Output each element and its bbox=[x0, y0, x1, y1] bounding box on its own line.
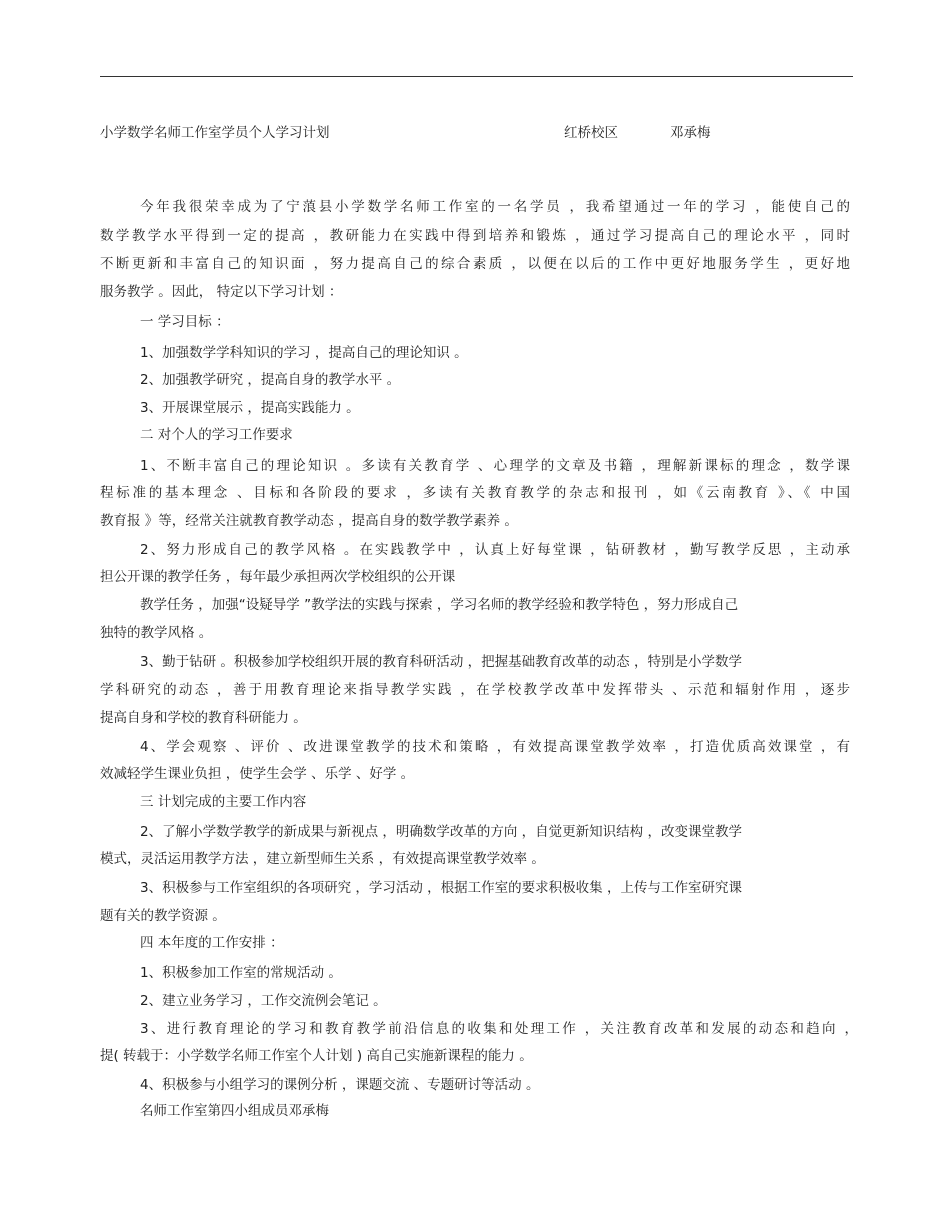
goal-item-2: 2、加强教学研究 ，提高自身的教学水平 。 bbox=[140, 372, 401, 388]
intro-line-4: 服务教学 。因此， 特定以下学习计划 ： bbox=[100, 284, 343, 300]
requirement-2-line-2: 担公开课的教学任务 ，每年最少承担两次学校组织的公开课 bbox=[100, 569, 456, 585]
requirement-1-line-2: 程标准的基本理念 、目标和各阶段的要求 ，多读有关教育教学的杂志和报刊 ，如《云南教育 》、《 中国 bbox=[100, 485, 850, 501]
section-2-heading: 二 对个人的学习工作要求 bbox=[140, 427, 293, 443]
top-rule bbox=[100, 76, 853, 77]
section-4-heading: 四 本年度的工作安排 ： bbox=[140, 935, 284, 951]
signature: 名师工作室第四小组成员邓承梅 bbox=[140, 1103, 329, 1119]
requirement-2-cont-line-1: 教学任务 ，加强“设疑导学 ”教学法的实践与探索 ，学习名师的教学经验和教学特色 ，努力形成自己 bbox=[140, 597, 739, 613]
goal-item-1: 1、加强数学学科知识的学习 ，提高自己的理论知识 。 bbox=[140, 345, 468, 361]
author-name: 邓承梅 bbox=[670, 125, 711, 141]
requirement-2-cont-line-2: 独特的教学风格 。 bbox=[100, 625, 213, 641]
schedule-item-2: 2、建立业务学习 ，工作交流例会笔记 。 bbox=[140, 993, 387, 1009]
campus-name: 红桥校区 bbox=[564, 125, 618, 141]
intro-line-2: 数学教学水平得到一定的提高 ，教研能力在实践中得到培养和锻炼 ，通过学习提高自己的理论水平 ，同时 bbox=[100, 228, 850, 244]
requirement-4-line-2: 效减轻学生课业负担 ，使学生会学 、乐学 、好学 。 bbox=[100, 766, 415, 782]
document-header bbox=[100, 124, 853, 142]
schedule-item-1: 1、积极参加工作室的常规活动 。 bbox=[140, 965, 342, 981]
requirement-1-line-3: 教育报 》等，经常关注就教育教学动态 ，提高自身的数学教学素养 。 bbox=[100, 513, 518, 529]
requirement-3-line-1: 3、勤于钻研 。积极参加学校组织开展的教育科研活动 ，把握基础教育改革的动态 ，特别是小学数学 bbox=[140, 654, 742, 670]
content-3-line-2: 题有关的教学资源 。 bbox=[100, 908, 226, 924]
content-3-line-1: 3、积极参与工作室组织的各项研究 ，学习活动 ，根据工作室的要求积极收集 ，上传与工作室研究课 bbox=[140, 880, 742, 896]
content-2-line-2: 模式，灵活运用教学方法 ，建立新型师生关系 ，有效提高课堂教学效率 。 bbox=[100, 851, 545, 867]
requirement-3-line-2: 学科研究的动态 ，善于用教育理论来指导教学实践 ，在学校教学改革中发挥带头 、示范和辐射作用 ，逐步 bbox=[100, 682, 850, 698]
schedule-item-3-line-2: 提( 转载于：小学数学名师工作室个人计划 ) 高自己实施新课程的能力 。 bbox=[100, 1048, 533, 1064]
schedule-item-3-line-1: 3、进行教育理论的学习和教育教学前沿信息的收集和处理工作 ，关注教育改革和发展的动态和趋向 ， bbox=[140, 1021, 858, 1037]
requirement-2-line-1: 2、努力形成自己的教学风格 。在实践教学中 ，认真上好每堂课 ，钻研教材 ，勤写教学反思 ，主动承 bbox=[140, 542, 850, 558]
content-2-line-1: 2、了解小学数学教学的新成果与新视点 ，明确数学改革的方向 ，自觉更新知识结构 ，改变课堂教学 bbox=[140, 824, 742, 840]
section-3-heading: 三 计划完成的主要工作内容 bbox=[140, 794, 307, 810]
requirement-4-line-1: 4、学会观察 、评价 、改进课堂教学的技术和策略 ，有效提高课堂教学效率 ，打造优质高效课堂 ，有 bbox=[140, 739, 850, 755]
intro-line-1: 今年我很荣幸成为了宁蒗县小学数学名师工作室的一名学员 ，我希望通过一年的学习 ，能使自己的 bbox=[140, 199, 850, 215]
goal-item-3: 3、开展课堂展示 ，提高实践能力 。 bbox=[140, 400, 360, 416]
requirement-1-line-1: 1、不断丰富自己的理论知识 。多读有关教育学 、心理学的文章及书籍 ，理解新课标的理念 ，数学课 bbox=[140, 458, 850, 474]
requirement-3-line-3: 提高自身和学校的教育科研能力 。 bbox=[100, 710, 307, 726]
section-1-heading: 一 学习目标 ： bbox=[140, 314, 230, 330]
schedule-item-4: 4、积极参与小组学习的课例分析 ，课题交流 、专题研讨等活动 。 bbox=[140, 1077, 540, 1093]
document-title: 小学数学名师工作室学员个人学习计划 bbox=[100, 125, 330, 141]
intro-line-3: 不断更新和丰富自己的知识面 ，努力提高自己的综合素质 ，以便在以后的工作中更好地服务学生 ，更好地 bbox=[100, 256, 850, 272]
